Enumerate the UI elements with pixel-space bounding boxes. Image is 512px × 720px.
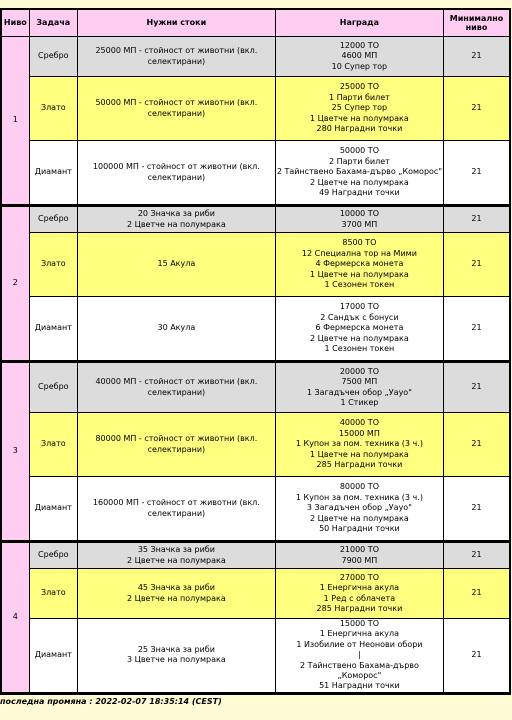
rewards-table <box>0 8 511 695</box>
cell-line: 1 Парти билет <box>328 92 390 102</box>
min-level-cell: 21 <box>444 543 509 569</box>
table-row <box>2 141 509 207</box>
table-row <box>2 77 509 141</box>
cell-line: 3 Загадъчен обор „Уауо" <box>306 503 412 513</box>
cell-line: 15 Акула <box>157 259 196 269</box>
task-cell: Сребро <box>30 37 78 77</box>
cell-line: 49 Наградни точки <box>319 188 400 198</box>
cell-line: 80000 ТО <box>339 482 379 492</box>
table-row <box>2 569 509 619</box>
cell-line: 15000 МП <box>338 428 380 438</box>
task-cell: Диамант <box>30 297 78 363</box>
table-row <box>2 297 509 363</box>
table-row <box>2 37 509 77</box>
reward-cell <box>276 297 444 363</box>
cell-line: 2 Цветче на полумрака <box>310 333 409 343</box>
goods-cell <box>78 141 276 207</box>
cell-line: 10 Супер тор <box>331 61 388 71</box>
cell-line: 15000 ТО <box>339 619 379 628</box>
header-row <box>2 10 509 37</box>
cell-line: 3700 МП <box>341 219 378 229</box>
header-min-level: Минимално ниво <box>444 10 509 37</box>
cell-line: 2 Цветче на полумрака <box>127 555 226 565</box>
cell-line: 3 Цветче на полумрака <box>127 655 226 665</box>
task-cell: Диамант <box>30 619 78 693</box>
min-level-cell: 21 <box>444 297 509 363</box>
min-level-cell: 21 <box>444 569 509 619</box>
cell-line: 2 Сандък с бонуси <box>320 312 399 322</box>
table-row <box>2 207 509 233</box>
reward-cell <box>276 77 444 141</box>
level-cell: 3 <box>2 363 30 543</box>
min-level-cell: 21 <box>444 619 509 693</box>
cell-line: 7500 МП <box>341 377 378 387</box>
cell-line: 40000 МП - стойност от животни (вкл. селектирани) <box>95 377 258 397</box>
cell-line: 1 Изобилие от Неонови обори <box>296 639 423 649</box>
cell-line: 1 Цветче на полумрака <box>310 113 409 123</box>
cell-line: 35 Значка за риби <box>137 545 215 555</box>
table-row <box>2 543 509 569</box>
goods-cell <box>78 619 276 693</box>
cell-line: 2 Цветче на полумрака <box>310 177 409 187</box>
cell-line: 1 Купон за пом. техника (3 ч.) <box>295 439 423 449</box>
reward-cell <box>276 413 444 477</box>
cell-line: 17000 ТО <box>339 302 379 312</box>
header-task: Задача <box>30 10 78 37</box>
min-level-cell: 21 <box>444 477 509 543</box>
reward-cell <box>276 569 444 619</box>
goods-cell <box>78 543 276 569</box>
cell-line: 2 Цветче на полумрака <box>127 593 226 603</box>
cell-line: 285 Наградни точки <box>316 603 403 613</box>
goods-cell <box>78 77 276 141</box>
table-row <box>2 233 509 297</box>
min-level-cell: 21 <box>444 363 509 413</box>
level-cell: 1 <box>2 37 30 207</box>
reward-cell <box>276 619 444 693</box>
cell-line: 25 Значка за риби <box>137 645 215 655</box>
task-cell: Злато <box>30 569 78 619</box>
header-reward: Награда <box>276 10 444 37</box>
cell-line: 50000 ТО <box>339 146 379 156</box>
cell-line: 25 Супер тор <box>331 103 388 113</box>
cell-line: 1 Цветче на полумрака <box>310 269 409 279</box>
cell-line: 20 Значка за риби <box>137 209 215 219</box>
reward-cell <box>276 363 444 413</box>
cell-line: 2 Цветче на полумрака <box>310 513 409 523</box>
task-cell: Злато <box>30 77 78 141</box>
reward-cell <box>276 477 444 543</box>
min-level-cell: 21 <box>444 233 509 297</box>
cell-line: 20000 ТО <box>339 366 379 376</box>
cell-line: 6 Фермерска монета <box>315 323 404 333</box>
cell-line: 8500 ТО <box>342 238 377 248</box>
cell-line: 12000 ТО <box>339 40 379 50</box>
cell-line: 10000 ТО <box>339 209 379 219</box>
cell-line: 80000 МП - стойност от животни (вкл. селектирани) <box>95 434 258 454</box>
table-row <box>2 413 509 477</box>
goods-cell <box>78 297 276 363</box>
cell-line: 1 Загадъчен обор „Уауо" <box>306 387 412 397</box>
cell-line: 12 Специална тор на Мими <box>301 248 417 258</box>
min-level-cell: 21 <box>444 207 509 233</box>
goods-cell <box>78 233 276 297</box>
cell-line: 4 Фермерска монета <box>315 259 404 269</box>
cell-line: 280 Наградни точки <box>316 124 403 134</box>
cell-line: 2 Тайнствено Бахама-дърво <box>299 660 419 670</box>
task-cell: Сребро <box>30 363 78 413</box>
reward-cell <box>276 37 444 77</box>
min-level-cell: 21 <box>444 141 509 207</box>
level-cell: 4 <box>2 543 30 693</box>
cell-line: 1 Ред с облачета <box>323 593 396 603</box>
cell-line: | <box>358 650 361 660</box>
cell-line: 1 Сезонен токен <box>324 280 395 290</box>
table-row <box>2 363 509 413</box>
cell-line: 2 Тайнствено Бахама-дърво „Коморос" <box>276 167 442 177</box>
task-cell: Диамант <box>30 141 78 207</box>
cell-line: 285 Наградни точки <box>316 460 403 470</box>
reward-cell <box>276 233 444 297</box>
cell-line: 2 Цветче на полумрака <box>127 219 226 229</box>
goods-cell <box>78 363 276 413</box>
cell-line: 1 Стикер <box>340 397 379 407</box>
min-level-cell: 21 <box>444 413 509 477</box>
last-modified-footer: последна промяна : 2022-02-07 18:35:14 (CEST) <box>0 697 222 706</box>
goods-cell <box>78 37 276 77</box>
cell-line: 1 Енергична акула <box>319 629 400 639</box>
goods-cell <box>78 569 276 619</box>
reward-cell <box>276 207 444 233</box>
goods-cell <box>78 207 276 233</box>
cell-line: 27000 ТО <box>339 572 379 582</box>
cell-line: „Коморос" <box>337 671 382 681</box>
table-row <box>2 619 509 693</box>
goods-cell <box>78 413 276 477</box>
cell-line: 25000 МП - стойност от животни (вкл. селектирани) <box>95 46 258 66</box>
cell-line: 50000 МП - стойност от животни (вкл. селектирани) <box>95 98 258 118</box>
cell-line: 51 Наградни точки <box>319 681 400 691</box>
min-level-cell: 21 <box>444 37 509 77</box>
cell-line: 1 Купон за пом. техника (3 ч.) <box>295 492 423 502</box>
cell-line: 4600 МП <box>341 51 378 61</box>
cell-line: 2 Парти билет <box>328 156 390 166</box>
header-level: Ниво <box>2 10 30 37</box>
task-cell: Диамант <box>30 477 78 543</box>
cell-line: 50 Наградни точки <box>319 524 400 534</box>
task-cell: Сребро <box>30 543 78 569</box>
cell-line: 160000 МП - стойност от животни (вкл. селектирани) <box>92 498 260 518</box>
task-cell: Злато <box>30 413 78 477</box>
cell-line: 30 Акула <box>157 323 196 333</box>
reward-cell <box>276 141 444 207</box>
cell-line: 25000 ТО <box>339 82 379 92</box>
cell-line: 45 Значка за риби <box>137 583 215 593</box>
cell-line: 40000 ТО <box>339 418 379 428</box>
min-level-cell: 21 <box>444 77 509 141</box>
cell-line: 1 Цветче на полумрака <box>310 449 409 459</box>
cell-line: 21000 ТО <box>339 545 379 555</box>
table-body <box>2 37 509 693</box>
task-cell: Сребро <box>30 207 78 233</box>
cell-line: 1 Сезонен токен <box>324 344 395 354</box>
reward-cell <box>276 543 444 569</box>
cell-line: 1 Енергична акула <box>319 583 400 593</box>
header-goods: Нужни стоки <box>78 10 276 37</box>
cell-line: 100000 МП - стойност от животни (вкл. селектирани) <box>92 162 260 182</box>
cell-line: 7900 МП <box>341 555 378 565</box>
table-row <box>2 477 509 543</box>
task-cell: Злато <box>30 233 78 297</box>
goods-cell <box>78 477 276 543</box>
level-cell: 2 <box>2 207 30 363</box>
